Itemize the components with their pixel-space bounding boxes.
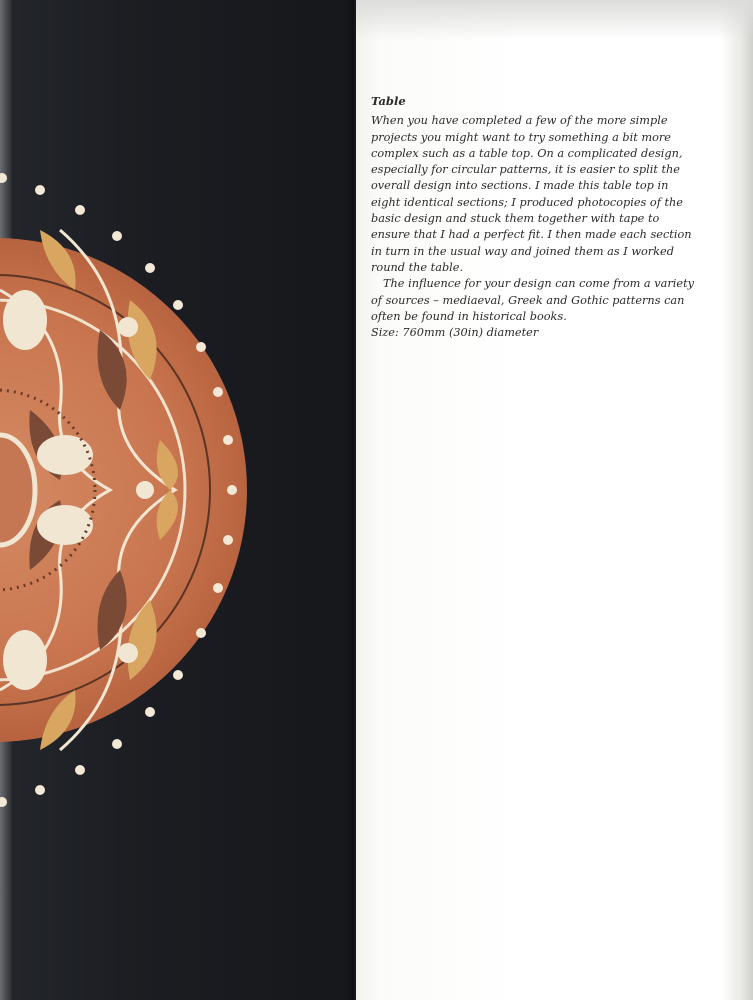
photo-page xyxy=(0,0,354,1000)
caption-size: Size: 760mm (30in) diameter xyxy=(371,326,539,340)
caption-title: Table xyxy=(371,94,406,108)
caption-paragraph-2: The influence for your design can come from a variety of sources – mediaeval, Greek and Gothic patterns can often be found in historical books. xyxy=(371,277,694,323)
caption-block xyxy=(371,93,701,341)
table-top-photo xyxy=(0,0,354,1000)
text-page xyxy=(356,0,753,1000)
caption-paragraph-1: When you have completed a few of the more simple projects you might want to try something a bit more complex such as a table top. On a complicated design, especially for circular patterns, it is easier to split the overall design into sections. I made this table top in eight identical sections; I produced photocopies of the basic design and stuck them together with tape to ensure that I had a perfect fit. I then made each section in turn in the usual way and joined them as I worked round the table. xyxy=(371,114,692,274)
page-shading xyxy=(356,0,753,40)
